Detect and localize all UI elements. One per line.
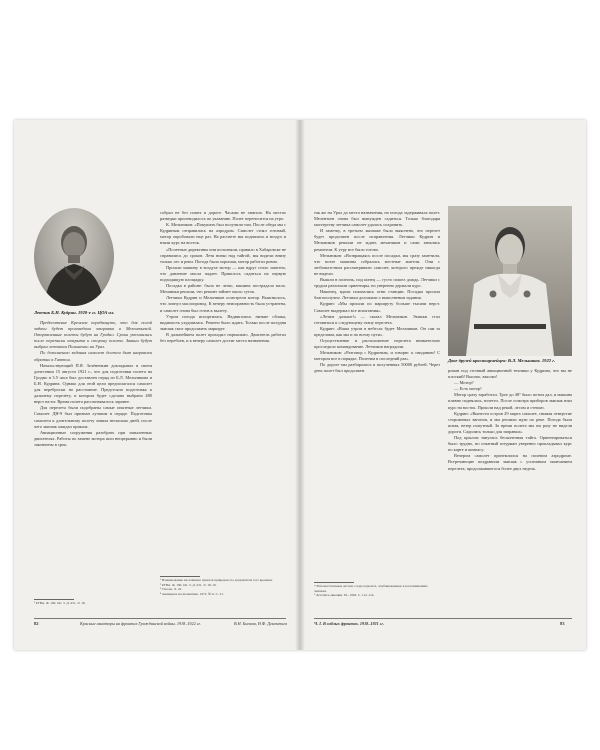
footnote-rule: [314, 582, 354, 583]
left-text-column-2: [160, 210, 286, 570]
paragraph: Предпочтение Кремлем передвинуто, что для полой задачи будет произведена отправка в Мелентьевой. Отправленные полеты будут на Гродно. Сроки уточнились после переписки открыта и сторону полета. Звании будут выбран летчиком Полыненко на Урал.: [34, 320, 152, 350]
right-text-column-1: [314, 210, 440, 570]
paragraph: В дальнейшем полет проходил нормально. Двигатель работал без перебоев, и к вечеру самолет достиг места назначения.: [160, 331, 286, 343]
right-text-column-2: [448, 368, 572, 612]
footnote-rule: [34, 599, 74, 600]
portrait-photo-melnikov: [448, 206, 572, 356]
portrait-figure-icon: [34, 208, 114, 306]
paragraph: Наконец, вдали показались огни станции. Посадка прошла благополучно. Летчики доложили о выполнении задания.: [314, 289, 440, 301]
right-footnote-1: * Вспомогательные детали о ходе перелета, опубликованные в воспоминаниях экипажа. ¹ Летопись авиации. М., 1963. С. 112–114.: [314, 584, 428, 598]
paragraph: роман под сточный авиационной техники у Кудрина, что вы не плоский! Высоко, высоко!: [448, 368, 572, 380]
paragraph: собрал не без помех в дороге. Часами не хватало. На местах разведки производилось по указанию. Полет переносится на утро.: [160, 210, 286, 222]
footnote-rule: [160, 576, 200, 577]
paragraph: Под крылом тянулась бесконечная тайга. Ориентироваться было трудно, но опытный штурман уверенно прокладывал курс по карте и компасу.: [448, 435, 572, 453]
paragraph: К. Мельников: «Покушать был получили там. После обеда мы с Кудриным отправились на аэродром. Самолет стоял готовый, мотор опробовали еще раз. На рассвете мы поднялись в воздух и взяли курс на восток.: [160, 222, 286, 246]
paragraph: Кудрин: «Вынести остров 29 марта самолет, снимая отверстие сторожевых вагонов, и мы решили идти по реке. Погода была ясная, ветер попутный. За время полета мы ни разу не видели дороги. Садились только для заправки».: [448, 410, 572, 434]
paragraph: «Полетные директивы они исполняли, правило в Хабаровске не справились до сроков. Летя низко над тайгой, мы видели внизу только лес и реки. Погода была хорошая, мотор работал ровно.: [160, 246, 286, 264]
right-running-section: Ч. I. В гиблых фронтах. 1918–1921 гг.: [314, 621, 384, 626]
paragraph: Летчики Кудрин и Мельников осмотрели мотор. Выяснилось, что лопнул маслопровод. К вечеру неисправность была устранена, и самолет снова был готов к вылету.: [160, 295, 286, 313]
paragraph: Мотор сразу заработал. Трое до 48° было потом дал, и машина плавно поднялась, взлетел. После осмотра приборов экипаж взял курс на восток. Прошли над рекой, лесом и степью.: [448, 392, 572, 410]
paragraph: так же на Урал до места назначения, но погода задерживала полет. Мелентьев снова был вынужден садиться. Только благодаря мастерству летчика самолет удалось сохранить.: [314, 210, 440, 228]
left-footer-rule: [34, 618, 286, 619]
right-page: [300, 120, 586, 650]
paragraph: Кудрин: «Ваша утром в небесах будет Мельников. Он сам за пределами, как мы и по всему пути».: [314, 325, 440, 337]
paragraph: Мельников: «Разговор с Кудриным, и говорю: к свиданию! С мотором все в порядке. Полетим в последний раз».: [314, 350, 440, 362]
paragraph: Прошли машину в воздухе мотор — как вдруг стало заметно, что давление масла падает. Пришлось садиться на первую подходящую площадку.: [160, 264, 286, 283]
left-page-number: 82: [34, 621, 39, 626]
right-page-number: 83: [560, 621, 565, 626]
left-footnote-1: ¹ РГВА. Ф. 190. Оп. 3. Д. 431. Л. 16.: [34, 601, 86, 605]
paragraph: Мельников: «Возвращаясь после посадки, мы сразу заметили, что возле машины собрались местные жители. Они с любопытством рассматривали самолет, которого прежде никогда не видели.: [314, 252, 440, 276]
left-photo-caption: Летчик Б.Н. Кудрин. 1920-е гг. ЦОА ил.: [34, 310, 115, 315]
portrait-figure-icon: [448, 206, 572, 356]
portrait-photo-kudrin: [34, 208, 114, 306]
paragraph: — Есть мотор!: [454, 386, 482, 392]
book-spread: [14, 120, 586, 650]
paragraph: Начальствующий П.Я. Зелёненкин докладывал в своем донесении 15 августа 1921 г., что для подготовки полета на Гродно в 3.5 часа был доставлен отряд из Б.Л. Мельникова и Б.Н. Кудрина. Однако для этой цели предполагался самолет для переброски на расстояние. Предстояла подготовка к дальнему перелёту, в котором будет сделано выбрано 480 верст на юг. Время полета рассчитывалось заранее.: [34, 362, 152, 405]
left-running-title: Красные авиаторы на фронтах Гражданской войны. 1918–1922 гг.: [80, 621, 202, 626]
paragraph: Вечером самолет приземлился на полевом аэродроме. Встречающие поздравили экипаж с успешным окончанием перелета, продолжавшегося более двух недель.: [448, 453, 572, 471]
left-footnote-2: ¹ Наименование населённых пунктов приведено по документам того времени. ² РГВА. Ф. 190. Оп. 3. Д. 431. Л. 18–19. ³ Там же. Л. 22. ⁴ Авиация и космонавтика. 1972. № 6. С. 31.: [160, 578, 273, 596]
paragraph: По дороге мы разбирались в полученных 50000 рублей. Через день полет был продолжен.: [314, 362, 440, 374]
paragraph: По дополнению задания самолет должен быт направлен обратно в Гаттон.: [34, 350, 152, 362]
paragraph: — Мотор?: [454, 380, 474, 386]
paragraph: Вышли в полночь, под конец — густо пошел дождь. Летчики с трудом различали ориентиры, но уверенно держали курс.: [314, 277, 440, 289]
paragraph: Посадка в районе: было не легко, машина пострадала мало. Механики решали, что ремонт займет около суток.: [160, 283, 286, 295]
right-footer-rule: [314, 618, 572, 619]
left-page: [14, 120, 300, 650]
paragraph: «Летим дальше!» — сказал Мельников. Экипаж стал готовиться к следующему этапу перелета.: [314, 313, 440, 325]
left-running-authors: В.Н. Бычков, Н.Ф. Дементьев: [234, 621, 287, 626]
left-text-column-1: [34, 320, 152, 595]
paragraph: Для перелета были подобраны самые опытные летчики. Самолет ДН-9 был признан лучшим в отряде. Подготовка самолета к длительному полету заняла несколько дней, после чего экипаж ожидал приказа.: [34, 405, 152, 429]
paragraph: Осуществление и расположение перелета внимательно проследило командование. Летчиков наградили.: [314, 337, 440, 350]
paragraph: Авиационные сооружения разобрать при запыленных двигателях. Работы по замене мотора шли непрерывно и были закончены в срок.: [34, 429, 152, 447]
paragraph: И заметку, в третьем экипаже было выяснено, что перелет будет продолжен после исправления. Летчики Кудрин и Мельников решили не ждать механиков и сами занялись ремонтом. К утру все было готово.: [314, 228, 440, 252]
right-photo-caption: Двое друзей красноармейцев: В.Л. Мельников. 1922 г.: [448, 358, 555, 363]
paragraph: Кудрин: «Мы прошли по маршруту больше тысячи верст. Самолет выдержал все испытания».: [314, 301, 440, 313]
paragraph: Утром погода испортилась. Надвигались низкие облака, видимость ухудшилась. Решено было ждать. Только после полудня экипаж смог продолжить маршрут.: [160, 313, 286, 331]
